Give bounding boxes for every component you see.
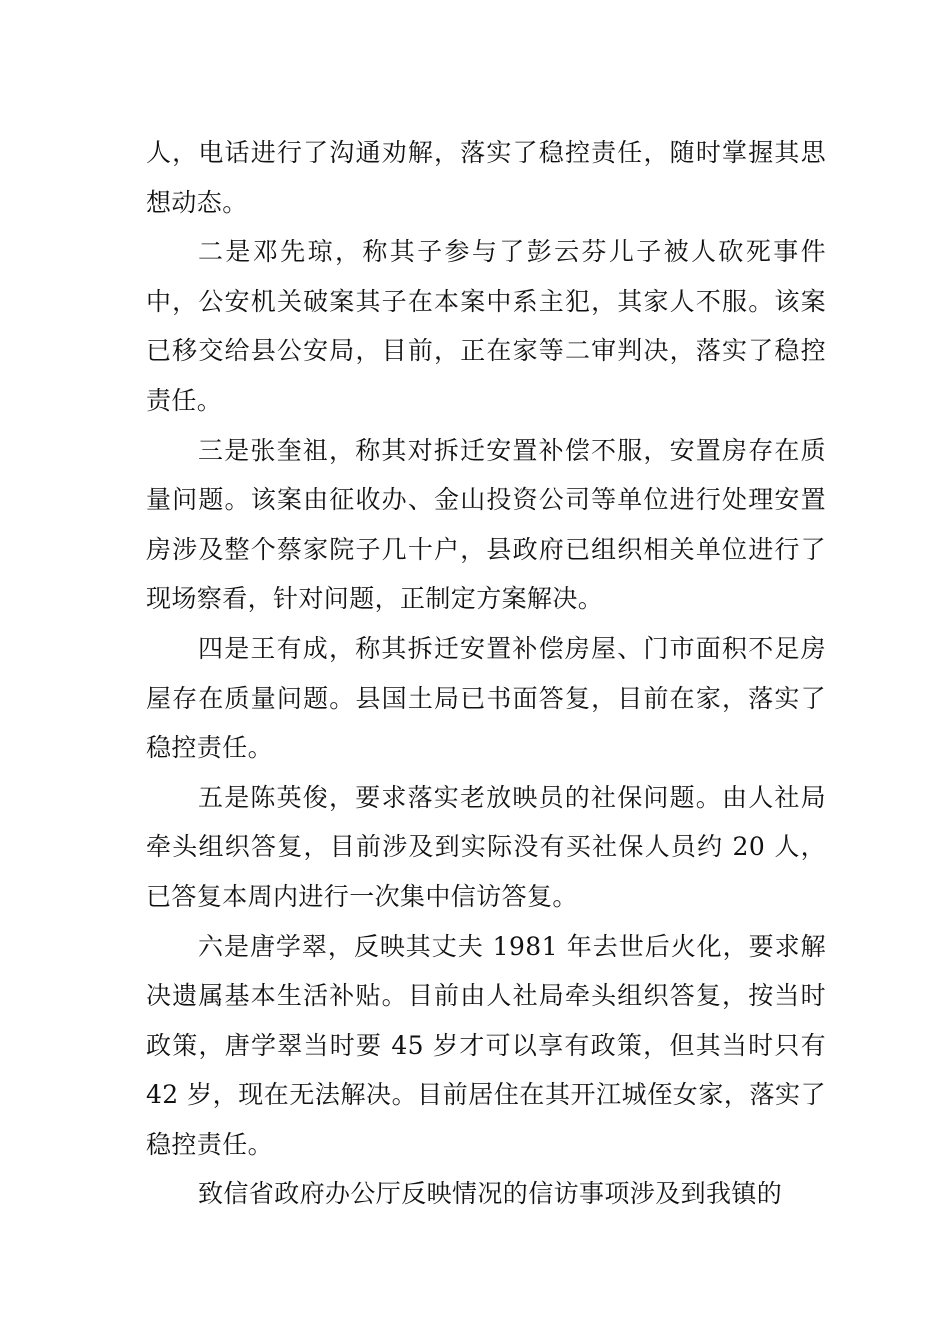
paragraph-item-4: 四是王有成，称其拆迁安置补偿房屋、门市面积不足房屋存在质量问题。县国土局已书面答复，目前在家，落实了稳控责任。 bbox=[146, 633, 826, 763]
paragraph-closing: 致信省政府办公厅反映情况的信访事项涉及到我镇的 bbox=[198, 1179, 783, 1209]
paragraph-item-6: 六是唐学翠，反映其丈夫 1981 年去世后火化，要求解决遗属基本生活补贴。目前由人社局牵头组织答复，按当时政策，唐学翠当时要 45 岁才可以享有政策，但其当时只有 42 岁，现在无法解决。目前居住在其开江城侄女家，落实了稳控责任。 bbox=[146, 931, 826, 1159]
paragraph-continuation: 人，电话进行了沟通劝解，落实了稳控责任，随时掌握其思想动态。 bbox=[146, 138, 826, 217]
paragraph-item-5: 五是陈英俊，要求落实老放映员的社保问题。由人社局牵头组织答复，目前涉及到实际没有买社保人员约 20 人，已答复本周内进行一次集中信访答复。 bbox=[146, 782, 826, 911]
document-body bbox=[146, 128, 826, 1219]
paragraph-item-3: 三是张奎祖，称其对拆迁安置补偿不服，安置房存在质量问题。该案由征收办、金山投资公司等单位进行处理安置房涉及整个蔡家院子几十户，县政府已组织相关单位进行了现场察看，针对问题，正制定方案解决。 bbox=[146, 435, 826, 614]
paragraph-item-2: 二是邓先琼，称其子参与了彭云芬儿子被人砍死事件中，公安机关破案其子在本案中系主犯，其家人不服。该案已移交给县公安局，目前，正在家等二审判决，落实了稳控责任。 bbox=[146, 237, 826, 415]
